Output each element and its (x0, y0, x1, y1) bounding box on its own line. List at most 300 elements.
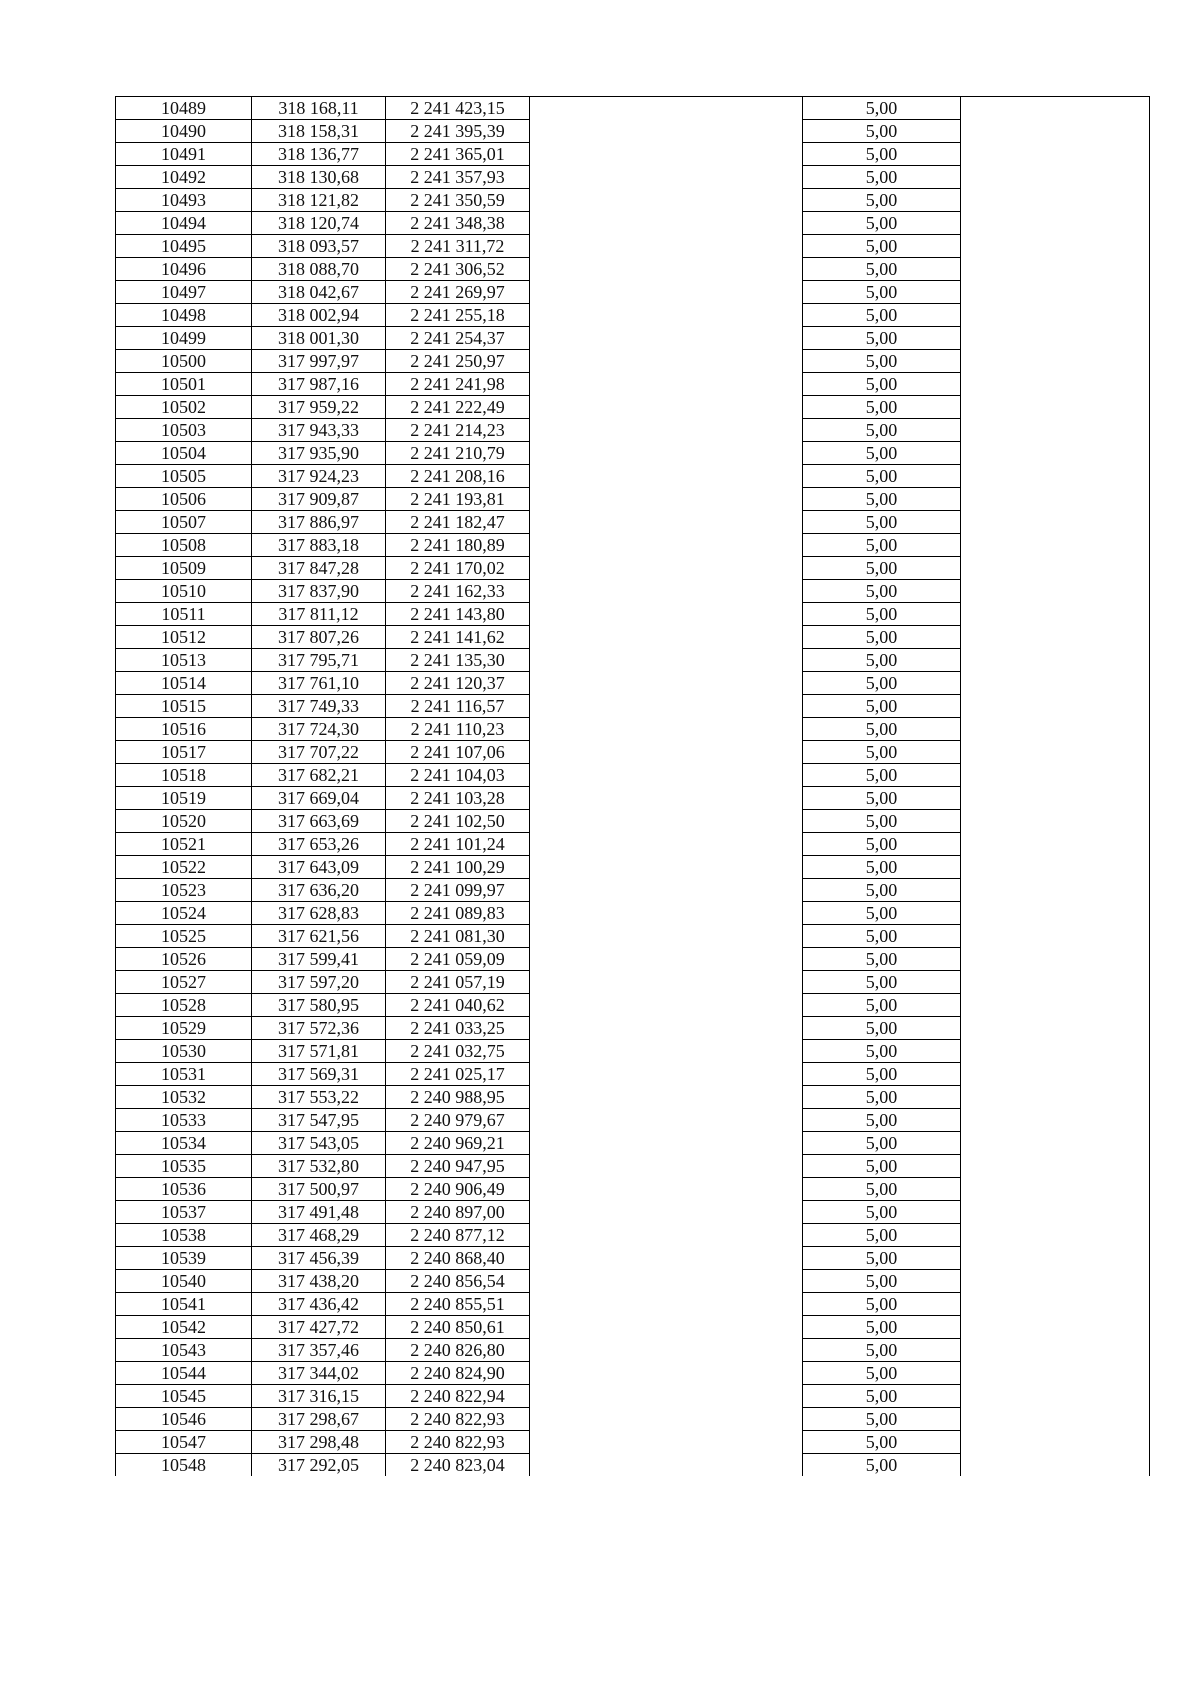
note-cell (961, 902, 1150, 925)
point-number-cell: 10534 (116, 1132, 252, 1155)
empty-cell (530, 1017, 803, 1040)
empty-cell (530, 327, 803, 350)
empty-cell (530, 1132, 803, 1155)
note-cell (961, 1270, 1150, 1293)
y-coordinate-cell: 2 241 102,50 (386, 810, 530, 833)
note-cell (961, 649, 1150, 672)
y-coordinate-cell: 2 241 103,28 (386, 787, 530, 810)
x-coordinate-cell: 317 883,18 (252, 534, 386, 557)
table-row (116, 258, 1150, 281)
note-cell (961, 419, 1150, 442)
x-coordinate-cell: 318 002,94 (252, 304, 386, 327)
note-cell (961, 1385, 1150, 1408)
x-coordinate-cell: 317 924,23 (252, 465, 386, 488)
x-coordinate-cell: 318 042,67 (252, 281, 386, 304)
y-coordinate-cell: 2 240 822,93 (386, 1431, 530, 1454)
point-number-cell: 10508 (116, 534, 252, 557)
table-row (116, 373, 1150, 396)
table-row (116, 327, 1150, 350)
accuracy-cell: 5,00 (803, 120, 961, 143)
table-row (116, 419, 1150, 442)
point-number-cell: 10540 (116, 1270, 252, 1293)
note-cell (961, 1109, 1150, 1132)
y-coordinate-cell: 2 241 116,57 (386, 695, 530, 718)
empty-cell (530, 281, 803, 304)
point-number-cell: 10489 (116, 97, 252, 120)
accuracy-cell: 5,00 (803, 1385, 961, 1408)
empty-cell (530, 810, 803, 833)
note-cell (961, 764, 1150, 787)
y-coordinate-cell: 2 240 823,04 (386, 1454, 530, 1477)
accuracy-cell: 5,00 (803, 1040, 961, 1063)
empty-cell (530, 948, 803, 971)
table-row (116, 189, 1150, 212)
point-number-cell: 10528 (116, 994, 252, 1017)
empty-cell (530, 718, 803, 741)
empty-cell (530, 1385, 803, 1408)
x-coordinate-cell: 317 569,31 (252, 1063, 386, 1086)
note-cell (961, 1247, 1150, 1270)
x-coordinate-cell: 317 572,36 (252, 1017, 386, 1040)
table-row (116, 994, 1150, 1017)
note-cell (961, 1362, 1150, 1385)
table-row (116, 833, 1150, 856)
empty-cell (530, 534, 803, 557)
point-number-cell: 10543 (116, 1339, 252, 1362)
note-cell (961, 741, 1150, 764)
accuracy-cell: 5,00 (803, 350, 961, 373)
point-number-cell: 10531 (116, 1063, 252, 1086)
empty-cell (530, 350, 803, 373)
empty-cell (530, 1247, 803, 1270)
accuracy-cell: 5,00 (803, 603, 961, 626)
coordinates-table (115, 96, 1150, 1476)
y-coordinate-cell: 2 241 059,09 (386, 948, 530, 971)
point-number-cell: 10537 (116, 1201, 252, 1224)
y-coordinate-cell: 2 240 906,49 (386, 1178, 530, 1201)
empty-cell (530, 1431, 803, 1454)
table-row (116, 235, 1150, 258)
accuracy-cell: 5,00 (803, 143, 961, 166)
point-number-cell: 10529 (116, 1017, 252, 1040)
empty-cell (530, 1063, 803, 1086)
point-number-cell: 10495 (116, 235, 252, 258)
y-coordinate-cell: 2 241 025,17 (386, 1063, 530, 1086)
accuracy-cell: 5,00 (803, 856, 961, 879)
empty-cell (530, 902, 803, 925)
note-cell (961, 1201, 1150, 1224)
x-coordinate-cell: 318 136,77 (252, 143, 386, 166)
note-cell (961, 212, 1150, 235)
y-coordinate-cell: 2 240 850,61 (386, 1316, 530, 1339)
empty-cell (530, 994, 803, 1017)
x-coordinate-cell: 317 886,97 (252, 511, 386, 534)
table-row (116, 626, 1150, 649)
x-coordinate-cell: 317 943,33 (252, 419, 386, 442)
y-coordinate-cell: 2 240 855,51 (386, 1293, 530, 1316)
table-row (116, 281, 1150, 304)
empty-cell (530, 488, 803, 511)
y-coordinate-cell: 2 241 395,39 (386, 120, 530, 143)
note-cell (961, 281, 1150, 304)
accuracy-cell: 5,00 (803, 304, 961, 327)
y-coordinate-cell: 2 241 141,62 (386, 626, 530, 649)
point-number-cell: 10527 (116, 971, 252, 994)
y-coordinate-cell: 2 241 357,93 (386, 166, 530, 189)
x-coordinate-cell: 317 935,90 (252, 442, 386, 465)
table-row (116, 1431, 1150, 1454)
table-row (116, 511, 1150, 534)
y-coordinate-cell: 2 241 033,25 (386, 1017, 530, 1040)
note-cell (961, 856, 1150, 879)
accuracy-cell: 5,00 (803, 97, 961, 120)
x-coordinate-cell: 317 811,12 (252, 603, 386, 626)
accuracy-cell: 5,00 (803, 327, 961, 350)
empty-cell (530, 557, 803, 580)
table-row (116, 1454, 1150, 1477)
note-cell (961, 1155, 1150, 1178)
note-cell (961, 580, 1150, 603)
table-row (116, 396, 1150, 419)
x-coordinate-cell: 318 130,68 (252, 166, 386, 189)
point-number-cell: 10492 (116, 166, 252, 189)
x-coordinate-cell: 317 298,67 (252, 1408, 386, 1431)
y-coordinate-cell: 2 241 162,33 (386, 580, 530, 603)
note-cell (961, 189, 1150, 212)
x-coordinate-cell: 317 997,97 (252, 350, 386, 373)
empty-cell (530, 442, 803, 465)
note-cell (961, 1408, 1150, 1431)
empty-cell (530, 1408, 803, 1431)
table-row (116, 971, 1150, 994)
accuracy-cell: 5,00 (803, 373, 961, 396)
note-cell (961, 511, 1150, 534)
empty-cell (530, 166, 803, 189)
y-coordinate-cell: 2 241 193,81 (386, 488, 530, 511)
note-cell (961, 120, 1150, 143)
note-cell (961, 1178, 1150, 1201)
accuracy-cell: 5,00 (803, 235, 961, 258)
y-coordinate-cell: 2 241 180,89 (386, 534, 530, 557)
x-coordinate-cell: 318 093,57 (252, 235, 386, 258)
y-coordinate-cell: 2 241 306,52 (386, 258, 530, 281)
point-number-cell: 10494 (116, 212, 252, 235)
accuracy-cell: 5,00 (803, 1063, 961, 1086)
x-coordinate-cell: 317 669,04 (252, 787, 386, 810)
y-coordinate-cell: 2 241 110,23 (386, 718, 530, 741)
accuracy-cell: 5,00 (803, 1454, 961, 1477)
y-coordinate-cell: 2 240 897,00 (386, 1201, 530, 1224)
y-coordinate-cell: 2 241 040,62 (386, 994, 530, 1017)
point-number-cell: 10514 (116, 672, 252, 695)
note-cell (961, 1017, 1150, 1040)
y-coordinate-cell: 2 241 241,98 (386, 373, 530, 396)
note-cell (961, 1224, 1150, 1247)
table-row (116, 1086, 1150, 1109)
note-cell (961, 810, 1150, 833)
y-coordinate-cell: 2 240 856,54 (386, 1270, 530, 1293)
y-coordinate-cell: 2 241 311,72 (386, 235, 530, 258)
accuracy-cell: 5,00 (803, 1316, 961, 1339)
accuracy-cell: 5,00 (803, 1201, 961, 1224)
point-number-cell: 10524 (116, 902, 252, 925)
note-cell (961, 488, 1150, 511)
y-coordinate-cell: 2 241 255,18 (386, 304, 530, 327)
y-coordinate-cell: 2 241 099,97 (386, 879, 530, 902)
empty-cell (530, 971, 803, 994)
x-coordinate-cell: 317 599,41 (252, 948, 386, 971)
note-cell (961, 1316, 1150, 1339)
y-coordinate-cell: 2 240 826,80 (386, 1339, 530, 1362)
point-number-cell: 10538 (116, 1224, 252, 1247)
accuracy-cell: 5,00 (803, 488, 961, 511)
note-cell (961, 97, 1150, 120)
x-coordinate-cell: 318 158,31 (252, 120, 386, 143)
y-coordinate-cell: 2 241 214,23 (386, 419, 530, 442)
table-row (116, 1247, 1150, 1270)
accuracy-cell: 5,00 (803, 396, 961, 419)
table-row (116, 856, 1150, 879)
table-row (116, 787, 1150, 810)
empty-cell (530, 189, 803, 212)
x-coordinate-cell: 317 344,02 (252, 1362, 386, 1385)
point-number-cell: 10520 (116, 810, 252, 833)
empty-cell (530, 396, 803, 419)
x-coordinate-cell: 317 987,16 (252, 373, 386, 396)
table-row (116, 534, 1150, 557)
point-number-cell: 10515 (116, 695, 252, 718)
point-number-cell: 10525 (116, 925, 252, 948)
empty-cell (530, 856, 803, 879)
note-cell (961, 833, 1150, 856)
note-cell (961, 1454, 1150, 1477)
empty-cell (530, 787, 803, 810)
y-coordinate-cell: 2 241 222,49 (386, 396, 530, 419)
point-number-cell: 10532 (116, 1086, 252, 1109)
table-row (116, 488, 1150, 511)
accuracy-cell: 5,00 (803, 1339, 961, 1362)
point-number-cell: 10541 (116, 1293, 252, 1316)
accuracy-cell: 5,00 (803, 971, 961, 994)
y-coordinate-cell: 2 241 348,38 (386, 212, 530, 235)
y-coordinate-cell: 2 240 947,95 (386, 1155, 530, 1178)
empty-cell (530, 1339, 803, 1362)
accuracy-cell: 5,00 (803, 166, 961, 189)
point-number-cell: 10542 (116, 1316, 252, 1339)
empty-cell (530, 97, 803, 120)
point-number-cell: 10536 (116, 1178, 252, 1201)
accuracy-cell: 5,00 (803, 465, 961, 488)
empty-cell (530, 649, 803, 672)
table-row (116, 672, 1150, 695)
note-cell (961, 327, 1150, 350)
empty-cell (530, 764, 803, 787)
accuracy-cell: 5,00 (803, 1086, 961, 1109)
accuracy-cell: 5,00 (803, 1178, 961, 1201)
x-coordinate-cell: 317 468,29 (252, 1224, 386, 1247)
accuracy-cell: 5,00 (803, 1270, 961, 1293)
x-coordinate-cell: 317 438,20 (252, 1270, 386, 1293)
accuracy-cell: 5,00 (803, 557, 961, 580)
empty-cell (530, 1362, 803, 1385)
empty-cell (530, 212, 803, 235)
accuracy-cell: 5,00 (803, 718, 961, 741)
empty-cell (530, 419, 803, 442)
x-coordinate-cell: 317 909,87 (252, 488, 386, 511)
x-coordinate-cell: 317 571,81 (252, 1040, 386, 1063)
point-number-cell: 10498 (116, 304, 252, 327)
x-coordinate-cell: 318 088,70 (252, 258, 386, 281)
point-number-cell: 10547 (116, 1431, 252, 1454)
note-cell (961, 304, 1150, 327)
y-coordinate-cell: 2 240 868,40 (386, 1247, 530, 1270)
empty-cell (530, 120, 803, 143)
note-cell (961, 235, 1150, 258)
x-coordinate-cell: 317 500,97 (252, 1178, 386, 1201)
accuracy-cell: 5,00 (803, 810, 961, 833)
note-cell (961, 1132, 1150, 1155)
y-coordinate-cell: 2 241 269,97 (386, 281, 530, 304)
note-cell (961, 442, 1150, 465)
accuracy-cell: 5,00 (803, 833, 961, 856)
x-coordinate-cell: 317 532,80 (252, 1155, 386, 1178)
note-cell (961, 718, 1150, 741)
table-row (116, 143, 1150, 166)
table-row (116, 764, 1150, 787)
note-cell (961, 1063, 1150, 1086)
empty-cell (530, 580, 803, 603)
table-row (116, 741, 1150, 764)
x-coordinate-cell: 317 316,15 (252, 1385, 386, 1408)
point-number-cell: 10523 (116, 879, 252, 902)
table-row (116, 1293, 1150, 1316)
table-row (116, 879, 1150, 902)
y-coordinate-cell: 2 241 081,30 (386, 925, 530, 948)
empty-cell (530, 1040, 803, 1063)
point-number-cell: 10500 (116, 350, 252, 373)
empty-cell (530, 143, 803, 166)
accuracy-cell: 5,00 (803, 672, 961, 695)
y-coordinate-cell: 2 240 822,94 (386, 1385, 530, 1408)
table-row (116, 442, 1150, 465)
x-coordinate-cell: 317 628,83 (252, 902, 386, 925)
y-coordinate-cell: 2 241 032,75 (386, 1040, 530, 1063)
point-number-cell: 10513 (116, 649, 252, 672)
point-number-cell: 10521 (116, 833, 252, 856)
table-row (116, 97, 1150, 120)
x-coordinate-cell: 318 001,30 (252, 327, 386, 350)
x-coordinate-cell: 317 357,46 (252, 1339, 386, 1362)
point-number-cell: 10502 (116, 396, 252, 419)
point-number-cell: 10497 (116, 281, 252, 304)
empty-cell (530, 879, 803, 902)
x-coordinate-cell: 318 120,74 (252, 212, 386, 235)
x-coordinate-cell: 317 292,05 (252, 1454, 386, 1477)
accuracy-cell: 5,00 (803, 1293, 961, 1316)
point-number-cell: 10493 (116, 189, 252, 212)
point-number-cell: 10544 (116, 1362, 252, 1385)
empty-cell (530, 1086, 803, 1109)
x-coordinate-cell: 317 795,71 (252, 649, 386, 672)
accuracy-cell: 5,00 (803, 948, 961, 971)
point-number-cell: 10504 (116, 442, 252, 465)
x-coordinate-cell: 317 547,95 (252, 1109, 386, 1132)
accuracy-cell: 5,00 (803, 695, 961, 718)
x-coordinate-cell: 317 636,20 (252, 879, 386, 902)
point-number-cell: 10505 (116, 465, 252, 488)
empty-cell (530, 1178, 803, 1201)
table-row (116, 304, 1150, 327)
empty-cell (530, 373, 803, 396)
x-coordinate-cell: 318 121,82 (252, 189, 386, 212)
accuracy-cell: 5,00 (803, 511, 961, 534)
empty-cell (530, 1293, 803, 1316)
table-row (116, 1178, 1150, 1201)
note-cell (961, 1040, 1150, 1063)
x-coordinate-cell: 317 553,22 (252, 1086, 386, 1109)
note-cell (961, 465, 1150, 488)
accuracy-cell: 5,00 (803, 419, 961, 442)
note-cell (961, 1086, 1150, 1109)
y-coordinate-cell: 2 241 107,06 (386, 741, 530, 764)
x-coordinate-cell: 318 168,11 (252, 97, 386, 120)
y-coordinate-cell: 2 240 979,67 (386, 1109, 530, 1132)
empty-cell (530, 1454, 803, 1477)
empty-cell (530, 258, 803, 281)
accuracy-cell: 5,00 (803, 580, 961, 603)
table-row (116, 120, 1150, 143)
table-row (116, 1063, 1150, 1086)
point-number-cell: 10522 (116, 856, 252, 879)
accuracy-cell: 5,00 (803, 258, 961, 281)
point-number-cell: 10506 (116, 488, 252, 511)
y-coordinate-cell: 2 241 104,03 (386, 764, 530, 787)
empty-cell (530, 1224, 803, 1247)
y-coordinate-cell: 2 241 143,80 (386, 603, 530, 626)
x-coordinate-cell: 317 491,48 (252, 1201, 386, 1224)
y-coordinate-cell: 2 241 135,30 (386, 649, 530, 672)
x-coordinate-cell: 317 543,05 (252, 1132, 386, 1155)
point-number-cell: 10490 (116, 120, 252, 143)
y-coordinate-cell: 2 241 208,16 (386, 465, 530, 488)
note-cell (961, 557, 1150, 580)
note-cell (961, 948, 1150, 971)
point-number-cell: 10535 (116, 1155, 252, 1178)
y-coordinate-cell: 2 241 057,19 (386, 971, 530, 994)
accuracy-cell: 5,00 (803, 1109, 961, 1132)
y-coordinate-cell: 2 241 250,97 (386, 350, 530, 373)
note-cell (961, 373, 1150, 396)
x-coordinate-cell: 317 682,21 (252, 764, 386, 787)
point-number-cell: 10509 (116, 557, 252, 580)
note-cell (961, 350, 1150, 373)
accuracy-cell: 5,00 (803, 741, 961, 764)
point-number-cell: 10507 (116, 511, 252, 534)
empty-cell (530, 672, 803, 695)
y-coordinate-cell: 2 241 089,83 (386, 902, 530, 925)
y-coordinate-cell: 2 240 969,21 (386, 1132, 530, 1155)
point-number-cell: 10546 (116, 1408, 252, 1431)
point-number-cell: 10499 (116, 327, 252, 350)
accuracy-cell: 5,00 (803, 787, 961, 810)
accuracy-cell: 5,00 (803, 1247, 961, 1270)
accuracy-cell: 5,00 (803, 1132, 961, 1155)
y-coordinate-cell: 2 241 182,47 (386, 511, 530, 534)
note-cell (961, 1339, 1150, 1362)
point-number-cell: 10510 (116, 580, 252, 603)
accuracy-cell: 5,00 (803, 1408, 961, 1431)
note-cell (961, 1293, 1150, 1316)
